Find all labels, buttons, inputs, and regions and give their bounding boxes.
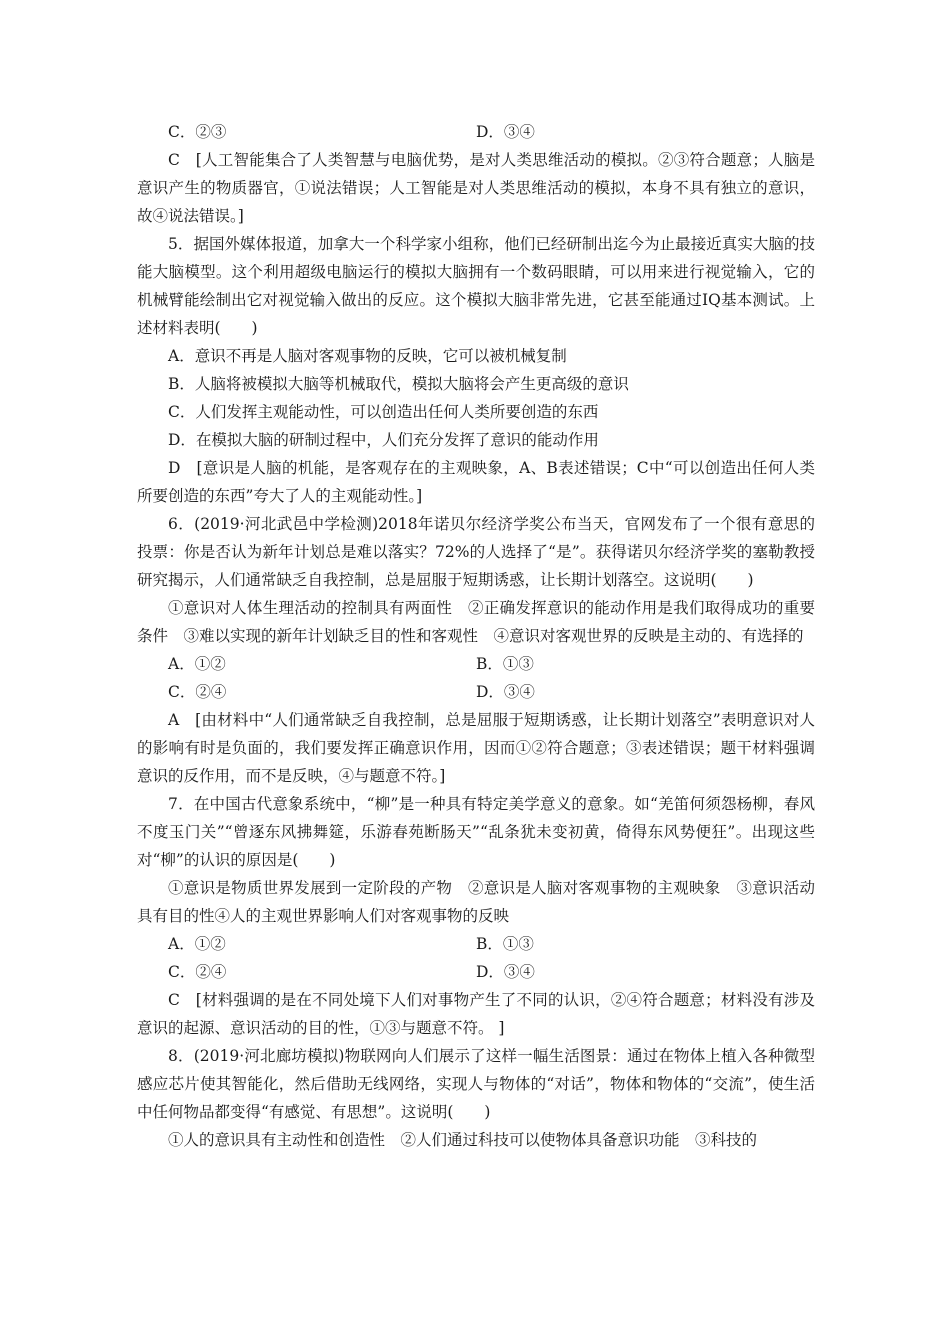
option-a: A．意识不再是人脑对客观事物的反映，它可以被机械复制 bbox=[168, 347, 567, 365]
option-c: C．②④ bbox=[168, 963, 227, 981]
option-c: C．人们发挥主观能动性，可以创造出任何人类所要创造的东西 bbox=[168, 403, 599, 421]
option-a: A．①② bbox=[168, 935, 226, 953]
options-row bbox=[137, 118, 815, 146]
option-b: B．人脑将被模拟大脑等机械取代，模拟大脑将会产生更高级的意识 bbox=[168, 375, 629, 393]
answer-q4: C [人工智能集合了人类智慧与电脑优势，是对人类思维活动的模拟。②③符合题意；人脑是意识产生的物质器官，①说法错误；人工智能是对人类思维活动的模拟，本身不具有独立的意识，故④说法错误。] bbox=[137, 151, 815, 225]
answer-q6: A [由材料中“人们通常缺乏自我控制，总是屈服于短期诱惑，让长期计划落空”表明意识对人的影响有时是负面的，我们要发挥正确意识作用，因而①②符合题意；③表述错误；题干材料强调意识的反作用，而不是反映，④与题意不符。] bbox=[137, 711, 815, 785]
question-6-stem: 6．(2019·河北武邑中学检测)2018年诺贝尔经济学奖公布当天，官网发布了一个很有意思的投票：你是否认为新年计划总是难以落实？72%的人选择了“是”。获得诺贝尔经济学奖的塞勒教授研究揭示，人们通常缺乏自我控制，总是屈服于短期诱惑，让长期计划落空。这说明( ) bbox=[137, 515, 815, 589]
option-d: D．③④ bbox=[476, 963, 535, 981]
option-d: D．在模拟大脑的研制过程中，人们充分发挥了意识的能动作用 bbox=[168, 431, 599, 449]
option-c: C．②③ bbox=[168, 123, 227, 141]
options-row bbox=[137, 930, 815, 958]
option-b: B．①③ bbox=[476, 655, 534, 673]
answer-q5: D [意识是人脑的机能，是客观存在的主观映象，A、B表述错误；C中“可以创造出任何人类所要创造的东西”夸大了人的主观能动性。] bbox=[137, 459, 815, 505]
question-7-stem: 7．在中国古代意象系统中，“柳”是一种具有特定美学意义的意象。如“羌笛何须怨杨柳，春风不度玉门关”“曾逐东风拂舞筵，乐游春苑断肠天”“乱条犹未变初黄，倚得东风势便狂”。出现这些对“柳”的认识的原因是( ) bbox=[137, 795, 815, 869]
option-a: A．①② bbox=[168, 655, 226, 673]
question-7-items: ①意识是物质世界发展到一定阶段的产物 ②意识是人脑对客观事物的主观映象 ③意识活动具有目的性④人的主观世界影响人们对客观事物的反映 bbox=[137, 879, 815, 925]
options-row bbox=[137, 650, 815, 678]
answer-q7: C [材料强调的是在不同处境下人们对事物产生了不同的认识，②④符合题意；材料没有涉及意识的起源、意识活动的目的性，①③与题意不符。 ] bbox=[137, 991, 815, 1037]
question-5-stem: 5．据国外媒体报道，加拿大一个科学家小组称，他们已经研制出迄今为止最接近真实大脑的技能大脑模型。这个利用超级电脑运行的模拟大脑拥有一个数码眼睛，可以用来进行视觉输入，它的机械臂能绘制出它对视觉输入做出的反应。这个模拟大脑非常先进，它甚至能通过IQ基本测试。上述材料表明( ) bbox=[137, 235, 815, 337]
question-8-stem: 8．(2019·河北廊坊模拟)物联网向人们展示了这样一幅生活图景：通过在物体上植入各种微型感应芯片使其智能化，然后借助无线网络，实现人与物体的“对话”，物体和物体的“交流”，使生活中任何物品都变得“有感觉、有思想”。这说明( ) bbox=[137, 1047, 815, 1121]
option-d: D．③④ bbox=[476, 123, 535, 141]
options-row bbox=[137, 678, 815, 706]
document-body bbox=[137, 118, 815, 1154]
question-8-items: ①人的意识具有主动性和创造性 ②人们通过科技可以使物体具备意识功能 ③科技的 bbox=[168, 1131, 758, 1149]
option-c: C．②④ bbox=[168, 683, 227, 701]
options-row bbox=[137, 958, 815, 986]
option-b: B．①③ bbox=[476, 935, 534, 953]
question-6-items: ①意识对人体生理活动的控制具有两面性 ②正确发挥意识的能动作用是我们取得成功的重要条件 ③难以实现的新年计划缺乏目的性和客观性 ④意识对客观世界的反映是主动的、有选择的 bbox=[137, 599, 815, 645]
option-d: D．③④ bbox=[476, 683, 535, 701]
